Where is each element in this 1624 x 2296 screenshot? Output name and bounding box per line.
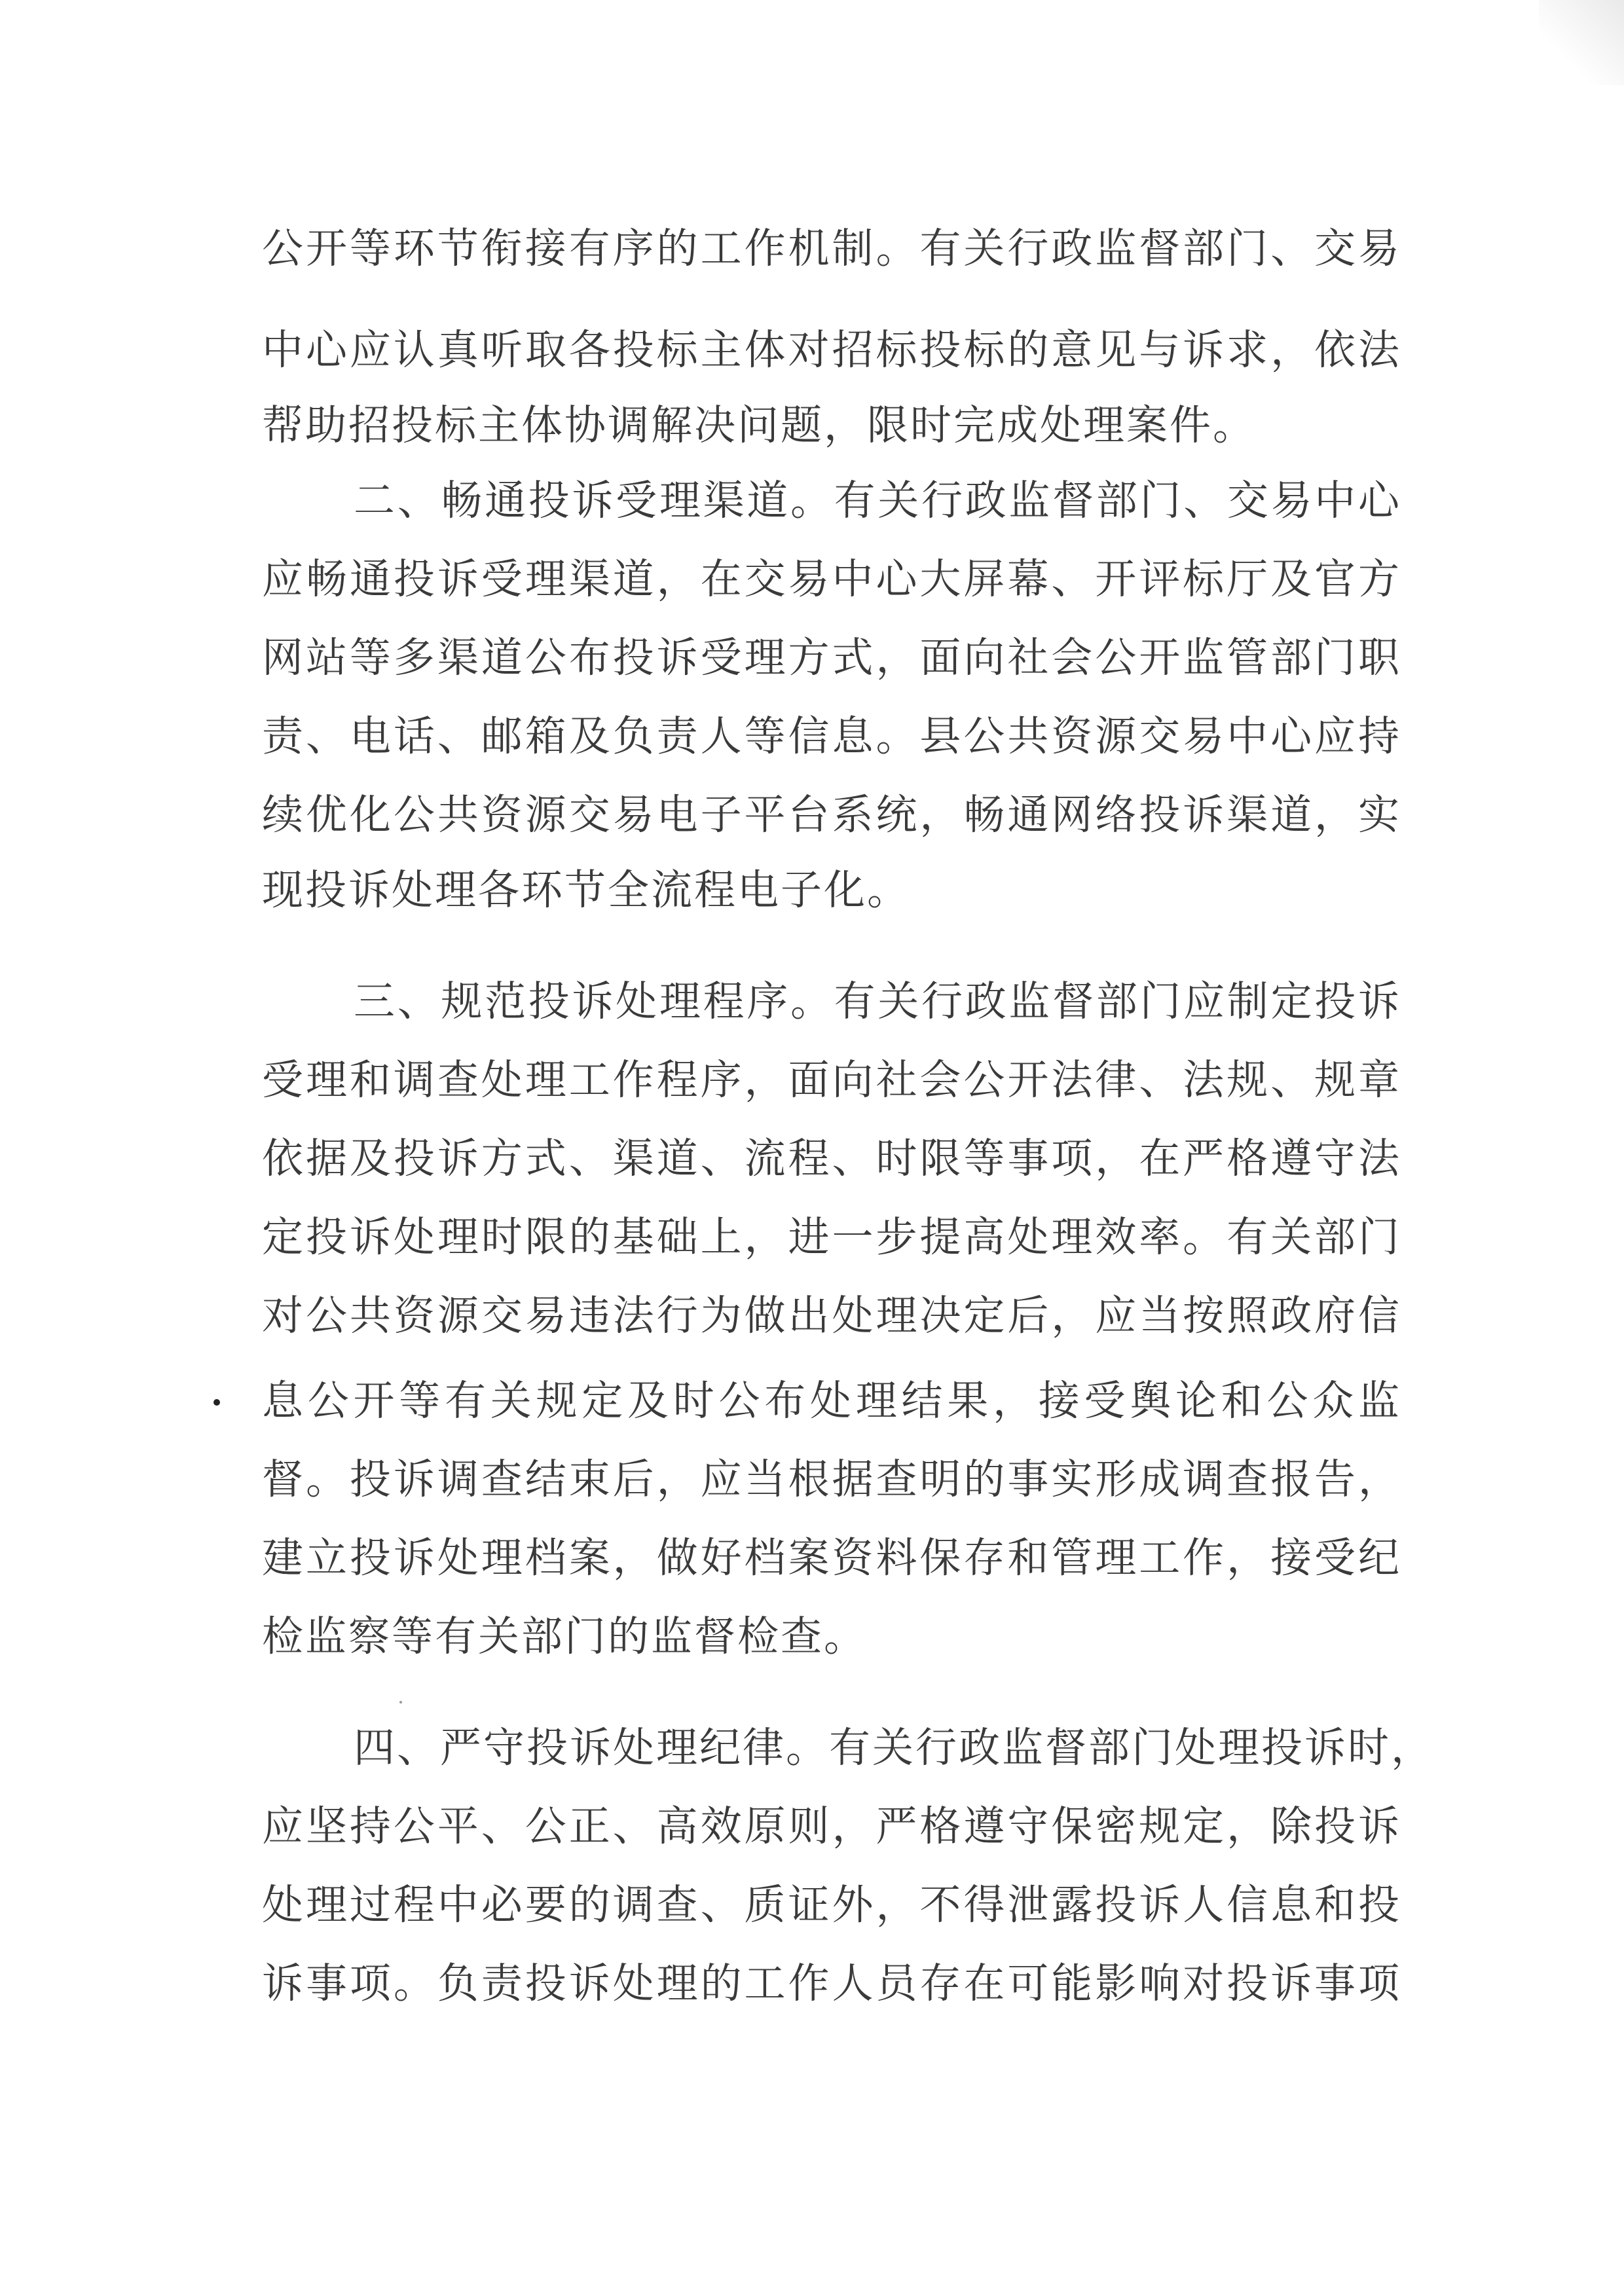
text-line: 检监察等有关部门的监督检查。 [262, 1613, 867, 1660]
scan-dot-mark [213, 1399, 220, 1406]
text-line: 建立投诉处理档案，做好档案资料保存和管理工作，接受纪 [262, 1534, 1401, 1582]
text-line: 帮助招投标主体协调解决问题，限时完成处理案件。 [262, 401, 1256, 449]
text-line: 诉事项。负责投诉处理的工作人员存在可能影响对投诉事项 [262, 1959, 1401, 2007]
text-line: 公开等环节衔接有序的工作机制。有关行政监督部门、交易 [262, 225, 1401, 272]
text-line: 网站等多渠道公布投诉受理方式，面向社会公开监管部门职 [262, 634, 1401, 682]
text-line: 应畅通投诉受理渠道，在交易中心大屏幕、开评标厅及官方 [262, 555, 1401, 603]
text-line: 中心应认真听取各投标主体对招标投标的意见与诉求，依法 [262, 326, 1401, 374]
text-line: 现投诉处理各环节全流程电子化。 [262, 866, 910, 914]
page-corner-fold [1539, 0, 1624, 85]
scan-speck [399, 1701, 402, 1704]
text-line: 对公共资源交易违法行为做出处理决定后，应当按照政府信 [262, 1292, 1401, 1339]
paragraph-heading-3: 三、规范投诉处理程序。有关行政监督部门应制定投诉 [354, 977, 1401, 1025]
paragraph-heading-4: 四、严守投诉处理纪律。有关行政监督部门处理投诉时， [354, 1724, 1434, 1772]
text-line: 息公开等有关规定及时公布处理结果，接受舆论和公众监 [262, 1377, 1401, 1425]
text-line: 处理过程中必要的调查、质证外，不得泄露投诉人信息和投 [262, 1881, 1401, 1929]
paragraph-heading-2: 二、畅通投诉受理渠道。有关行政监督部门、交易中心 [354, 477, 1401, 524]
text-line: 督。投诉调查结束后，应当根据查明的事实形成调查报告， [262, 1455, 1401, 1503]
text-line: 续优化公共资源交易电子平台系统，畅通网络投诉渠道，实 [262, 791, 1401, 839]
text-line: 定投诉处理时限的基础上，进一步提高处理效率。有关部门 [262, 1213, 1401, 1261]
text-line: 受理和调查处理工作程序，面向社会公开法律、法规、规章 [262, 1056, 1401, 1104]
text-line: 依据及投诉方式、渠道、流程、时限等事项，在严格遵守法 [262, 1135, 1401, 1182]
text-line: 责、电话、邮箱及负责人等信息。县公共资源交易中心应持 [262, 712, 1401, 760]
text-line: 应坚持公平、公正、高效原则，严格遵守保密规定，除投诉 [262, 1802, 1401, 1850]
